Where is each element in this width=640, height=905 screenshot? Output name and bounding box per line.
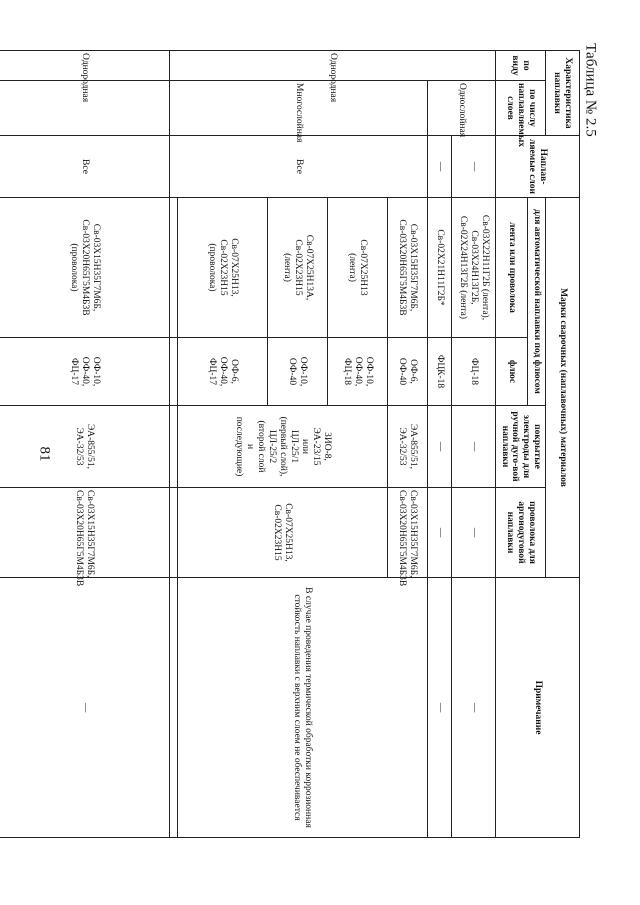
table-row xyxy=(0,51,170,838)
note-cell: — xyxy=(452,578,496,838)
electrodes-cell: ЭА-855/51, ЭА-32/53 xyxy=(0,406,170,488)
flux-cell: ОФ-10, ОФ-40, ФЦ-17 xyxy=(0,338,170,406)
electrodes-cell: — xyxy=(452,406,496,488)
flux-cell: ФЦК-18 xyxy=(428,338,452,406)
table-row xyxy=(452,51,496,838)
header-argon-wire: проволока для аргонодуговой наплавки xyxy=(496,488,546,578)
header-electrodes: покрытые электроды для ручной дуго-вой наплавки xyxy=(496,406,546,488)
wire-cell: Св-07Х25Н13А, Св-02Х23Н15 (лента) xyxy=(268,198,328,338)
flux-cell: ОФ-6, ОФ-40, ФЦ-17 xyxy=(178,338,268,406)
type-cell: Однородная xyxy=(0,51,170,81)
page-number: 81 xyxy=(36,446,53,462)
argon-cell: — xyxy=(452,488,496,578)
header-flux: флюс xyxy=(496,338,528,406)
note-cell: — xyxy=(0,578,170,838)
rotated-table-container xyxy=(69,50,580,837)
argon-cell: Св-03Х15Н35Г7М6Б, Св-03Х20Н65Г5М4Б3В xyxy=(388,488,428,578)
type-cell: Однородная xyxy=(170,51,496,81)
materials-table xyxy=(0,50,580,838)
flux-cell: ОФ-6, ОФ-40 xyxy=(388,338,428,406)
flux-cell: ОФ-10, ОФ-40 xyxy=(268,338,328,406)
note-cell: — xyxy=(428,578,452,838)
electrodes-cell: ЗИО-8, ЭА-23/15 или ЦЛ-25/1 (первый слой), ЦЛ-25/2 (второй слой и последующие) xyxy=(178,406,388,488)
table-row xyxy=(388,51,428,838)
layers-cell: Все xyxy=(0,136,170,198)
wire-cell: Св-03Х22Н11Г2Б (лента), Св-03Х24Н13Г2Б, Св-02Х24Н13Г2Б (лента) xyxy=(452,198,496,338)
wire-cell: Св-07Х25Н13, Св-02Х23Н15 (проволока) xyxy=(178,198,268,338)
spacer-cell xyxy=(170,198,178,338)
argon-cell: Св-03Х15Н35Г7М6Б, Св-03Х20Н65Г5М4Б3В xyxy=(0,488,170,578)
layers-cell: Все xyxy=(170,136,428,198)
layers-cell: — xyxy=(452,136,496,198)
argon-cell: — xyxy=(428,488,452,578)
header-note: Примечание xyxy=(496,578,580,838)
header-by-layers: по числу наплавляемых слоев xyxy=(496,81,546,136)
electrodes-cell: — xyxy=(428,406,452,488)
header-tape-wire: лента или проволока xyxy=(496,198,528,338)
argon-cell: Св-07Х25Н13, Св-02Х23Н15 xyxy=(178,488,388,578)
flux-cell: ОФ-10, ОФ-40, ФЦ-18 xyxy=(328,338,388,406)
wire-cell: Св-07Х25Н13 (лента) xyxy=(328,198,388,338)
header-layers: Наплав-ляемые слои xyxy=(496,136,580,198)
wire-cell: Св-03Х15Н35Г7М6Б, Св-03Х20Н65Г5М4Б3В xyxy=(388,198,428,338)
header-automatic: для автоматической наплавки под флюсом xyxy=(528,198,546,406)
layers-cell: — xyxy=(428,136,452,198)
flux-cell: ФЦ-18 xyxy=(452,338,496,406)
layer-count-cell: Однослойная xyxy=(428,81,496,136)
note-cell: В случае проведения термической обработки коррозионная стойкость наплавки с верхним слоем не обеспечивается xyxy=(178,578,428,838)
electrodes-cell: ЭА-855/51, ЭА-32/53 xyxy=(388,406,428,488)
header-characteristic: Характеристика наплавки xyxy=(546,51,580,136)
spacer-cell xyxy=(170,578,178,838)
header-materials: Марки сварочных (наплавочных) материалов xyxy=(546,198,580,578)
spacer-cell xyxy=(170,338,178,406)
table-row xyxy=(428,51,452,838)
spacer-cell xyxy=(170,406,178,488)
spacer-cell xyxy=(170,488,178,578)
table-label: Таблица № 2.5 xyxy=(582,43,599,137)
wire-cell: Св-03Х15Н35Г7М6Б, Св-03Х20Н65Г5М4Б3В (проволока) xyxy=(0,198,170,338)
header-by-type: по виду xyxy=(496,51,546,81)
layer-count-cell: Многослойная xyxy=(170,81,428,136)
wire-cell: Св-02Х21Н11Г2Б* xyxy=(428,198,452,338)
